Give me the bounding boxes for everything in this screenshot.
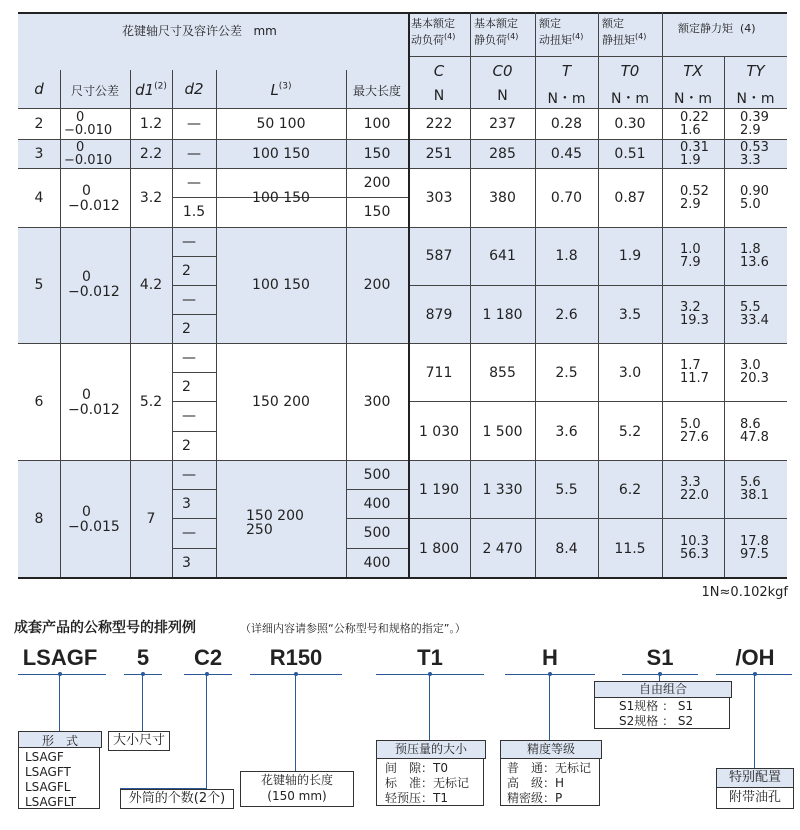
accuracy-box: 普 通：无标记 高 级：H 精密级：P	[500, 758, 600, 806]
free-combo-head: 自由组合	[594, 681, 732, 698]
accuracy-head: 精度等级	[500, 740, 602, 759]
form-item: LSAGFL	[25, 780, 71, 794]
col-tolerance: 尺寸公差	[70, 84, 119, 98]
col-C0-label: 基本额定 静负荷$^{(4)}$	[474, 17, 519, 47]
code-special: /OH	[735, 645, 775, 670]
code-form: LSAGF	[22, 645, 98, 670]
unit-C0: N	[497, 88, 508, 104]
code-size: 5	[136, 645, 150, 670]
tolerance: 0 −0.010	[64, 110, 113, 138]
form-item: LSAGFLT	[25, 795, 77, 809]
code-preload: T1	[417, 645, 443, 670]
conversion-note: 1N≈0.102kgf	[701, 585, 788, 600]
sym-C: C	[433, 62, 445, 80]
sym-T: T	[561, 62, 572, 80]
free-combo-box: S1规格 ： S1 S2规格 ： S2	[594, 697, 730, 729]
col-C-label: 基本额定 动负荷$^{(4)}$	[411, 17, 456, 47]
dimension-group-title: 花键轴尺寸及容许公差 mm	[122, 24, 277, 38]
unit-TY: N・m	[736, 91, 775, 107]
col-T-label: 额定 动扭矩$^{(4)}$	[539, 17, 584, 47]
example-title: 成套产品的公称型号的排列例	[14, 620, 196, 636]
sym-T0: T0	[620, 62, 640, 80]
sym-C0: C0	[492, 62, 513, 80]
col-d1: d1$^{(2)}$	[135, 81, 167, 99]
code-length: R150	[269, 645, 323, 670]
code-free: S1	[646, 645, 674, 670]
unit-C: N	[433, 88, 445, 104]
length-label: 花键轴的长度 (150 mm)	[240, 771, 354, 807]
code-accuracy: H	[542, 645, 558, 670]
col-T0-label: 额定 静扭矩$^{(4)}$	[602, 17, 647, 47]
sym-TY: TY	[746, 62, 765, 80]
form-item: LSAGF	[25, 750, 64, 764]
example-subtitle: （详细内容请参照“公称型号和规格的指定”。）	[240, 622, 466, 635]
preload-box: 间 隙：T0 标 准：无标记 轻预压：T1	[376, 758, 484, 806]
col-L: $L^{(3)}$	[270, 81, 292, 99]
special-item: 附带油孔	[716, 787, 794, 809]
unit-T0: N・m	[610, 91, 650, 107]
special-head: 特别配置	[716, 768, 794, 788]
size-label: 大小尺寸	[108, 731, 170, 751]
unit-T: N・m	[547, 91, 586, 107]
col-static-moment-label: 额定静力矩 (4)	[678, 22, 756, 35]
form-box-head: 形 式	[18, 731, 102, 748]
preload-head: 预压量的大小	[376, 740, 486, 759]
code-sleeves: C2	[193, 645, 223, 670]
form-item: LSAGFT	[25, 765, 71, 779]
unit-TX: N・m	[673, 91, 713, 107]
col-d2: d2	[184, 80, 204, 98]
col-max-length: 最大长度	[352, 84, 401, 98]
sym-TX: TX	[683, 62, 703, 80]
sleeve-count-label: 外筒的个数(2个)	[120, 789, 234, 809]
col-d: d	[34, 80, 44, 98]
